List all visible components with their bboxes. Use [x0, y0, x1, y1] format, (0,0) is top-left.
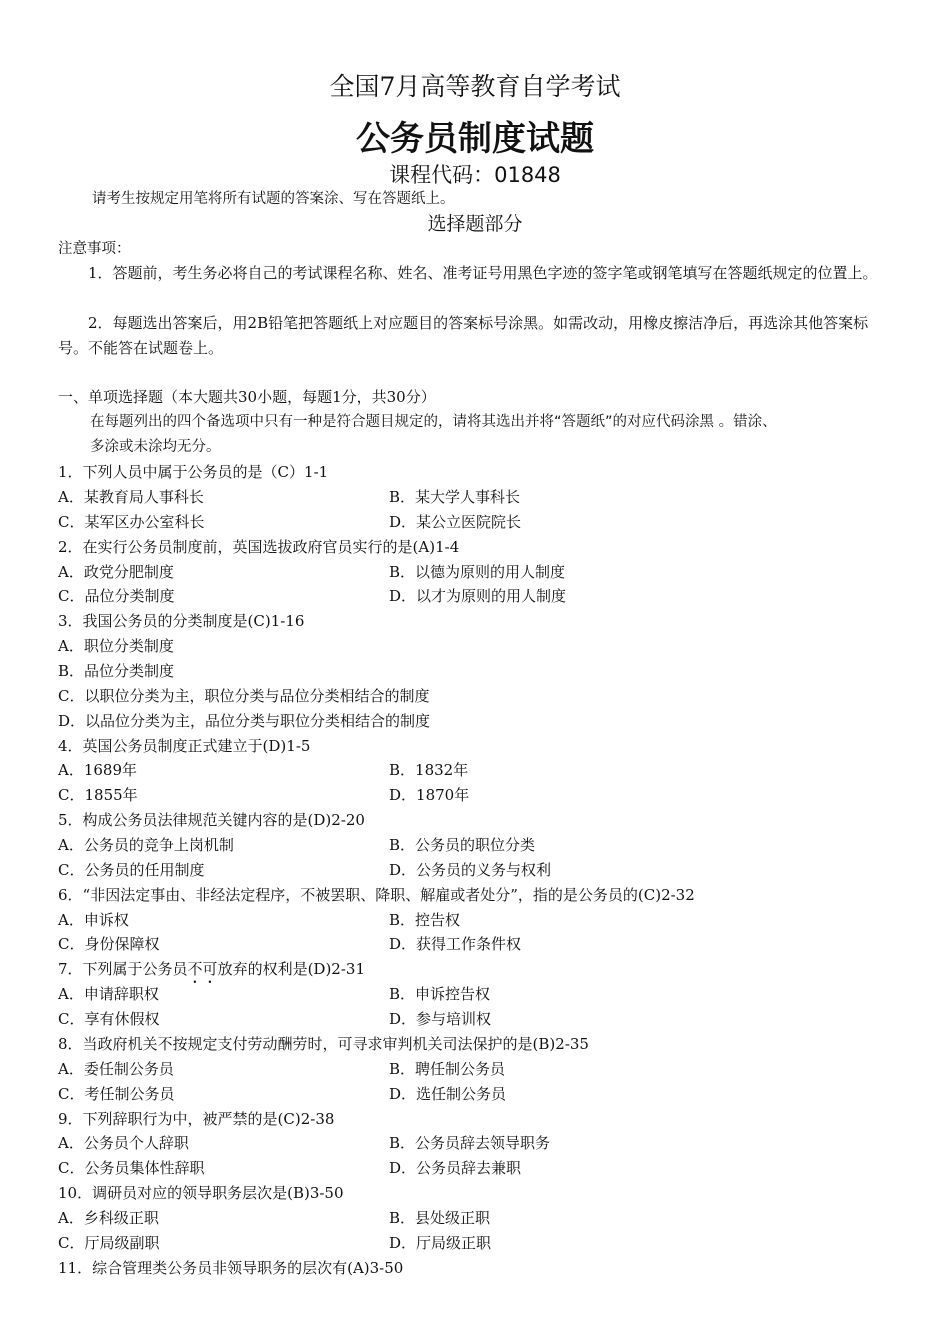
option-d: D．以才为原则的用人制度 — [389, 587, 567, 605]
option-b: B．县处级正职 — [389, 1209, 491, 1227]
note-item-1: 1．答题前，考生务必将自己的考试课程名称、姓名、准考证号用黑色字迹的签字笔或钢笔填写在答题纸规定的位置上。 — [88, 264, 878, 282]
part-title: 选择题部分 — [427, 213, 523, 235]
option-d: D．以品位分类为主，品位分类与职位分类相结合的制度 — [58, 712, 431, 730]
option-c: C．公务员的任用制度 — [58, 861, 205, 879]
option-a: A．政党分肥制度 — [58, 563, 174, 581]
option-c: C．1855年 — [58, 786, 138, 804]
option-c: C．享有休假权 — [58, 1010, 160, 1028]
stem-text: 7．下列属于公务员 — [58, 960, 188, 978]
option-a: A．公务员的竞争上岗机制 — [58, 836, 234, 854]
option-b: B．公务员辞去领导职务 — [389, 1134, 551, 1152]
option-c: C．某军区办公室科长 — [58, 513, 205, 531]
subject-title: 公务员制度试题 — [356, 119, 594, 159]
option-c: C．身份保障权 — [58, 935, 160, 953]
option-b: B．公务员的职位分类 — [389, 836, 536, 854]
emphasized-text: 不可 — [187, 960, 218, 978]
option-d: D．选任制公务员 — [389, 1085, 507, 1103]
answer-instruction: 请考生按规定用笔将所有试题的答案涂、写在答题纸上。 — [92, 191, 455, 207]
question-stem: 4．英国公务员制度正式建立于(D)1-5 — [58, 737, 311, 755]
option-b: B．申诉控告权 — [389, 985, 491, 1003]
question-stem: 11．综合管理类公务员非领导职务的层次有(A)3-50 — [58, 1259, 404, 1277]
option-d: D．厅局级正职 — [389, 1234, 492, 1252]
option-a: A．委任制公务员 — [58, 1060, 174, 1078]
option-b: B．聘任制公务员 — [389, 1060, 506, 1078]
option-b: B．以德为原则的用人制度 — [389, 563, 566, 581]
option-a: A．公务员个人辞职 — [58, 1134, 189, 1152]
option-b: B．某大学人事科长 — [389, 488, 521, 506]
option-b: B．1832年 — [389, 761, 469, 779]
question-stem: 9．下列辞职行为中，被严禁的是(C)2-38 — [58, 1110, 335, 1128]
option-b: B．控告权 — [389, 911, 461, 929]
question-stem: 1．下列人员中属于公务员的是（C）1-1 — [58, 463, 329, 481]
option-d: D．获得工作条件权 — [389, 935, 522, 953]
note-item-2: 2．每题选出答案后，用2B铅笔把答题纸上对应题目的答案标号涂黑。如需改动，用橡皮擦洁净后，再选涂其他答案标号。不能答在试题卷上。 — [58, 314, 869, 357]
option-d: D．某公立医院院长 — [389, 513, 522, 531]
exam-line: 全国7月高等教育自学考试 — [329, 72, 621, 101]
option-d: D．1870年 — [389, 786, 470, 804]
question-stem: 8．当政府机关不按规定支付劳动酬劳时，可寻求审判机关司法保护的是(B)2-35 — [58, 1035, 589, 1053]
question-stem: 5．构成公务员法律规范关键内容的是(D)2-20 — [58, 811, 365, 829]
section-desc: 在每题列出的四个备选项中只有一种是符合题目规定的，请将其选出并将“答题纸”的对应代码涂黑 。错涂、 — [90, 414, 777, 430]
option-b: B．品位分类制度 — [58, 662, 175, 680]
question-stem: 3．我国公务员的分类制度是(C)1-16 — [58, 612, 305, 630]
option-a: A．乡科级正职 — [58, 1209, 159, 1227]
option-c: C．品位分类制度 — [58, 587, 175, 605]
question-stem: 6．“非因法定事由、非经法定程序，不被罢职、降职、解雇或者处分”，指的是公务员的(C)2-32 — [58, 886, 695, 904]
option-c: C．厅局级副职 — [58, 1234, 160, 1252]
option-d: D．公务员辞去兼职 — [389, 1159, 522, 1177]
stem-text: 放弃的权利是(D)2-31 — [217, 960, 365, 978]
option-c: C．公务员集体性辞职 — [58, 1159, 205, 1177]
option-a: A．某教育局人事科长 — [58, 488, 204, 506]
option-d: D．参与培训权 — [389, 1010, 492, 1028]
question-stem: 2．在实行公务员制度前，英国选拔政府官员实行的是(A)1-4 — [58, 538, 460, 556]
option-a: A．申请辞职权 — [58, 985, 159, 1003]
option-c: C．以职位分类为主，职位分类与品位分类相结合的制度 — [58, 687, 430, 705]
option-a: A．职位分类制度 — [58, 637, 174, 655]
option-a: A．1689年 — [58, 761, 138, 779]
section-desc-cont: 多涂或未涂均无分。 — [90, 439, 221, 455]
question-stem: 10．调研员对应的领导职务层次是(B)3-50 — [58, 1184, 344, 1202]
option-d: D．公务员的义务与权利 — [389, 861, 552, 879]
option-a: A．申诉权 — [58, 911, 129, 929]
course-code: 课程代码：01848 — [389, 163, 561, 187]
notes-heading: 注意事项： — [58, 241, 131, 257]
section-title: 一、单项选择题（本大题共30小题，每题1分，共30分） — [58, 388, 436, 406]
option-c: C．考任制公务员 — [58, 1085, 175, 1103]
